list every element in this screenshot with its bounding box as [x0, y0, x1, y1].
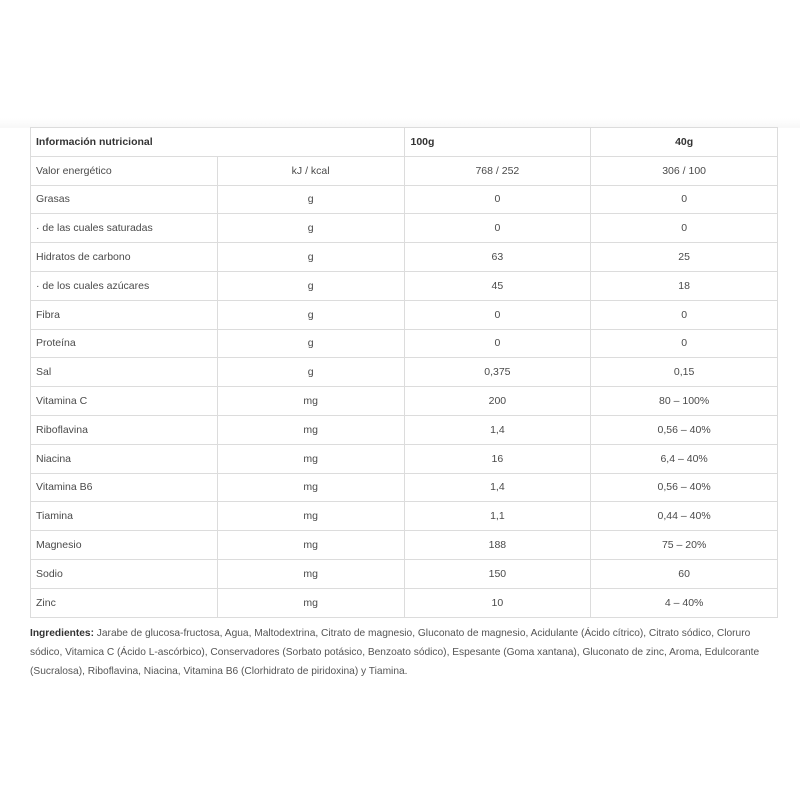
- nutrient-unit: mg: [217, 502, 404, 531]
- header-label: Información nutricional: [31, 128, 405, 157]
- table-row: [31, 444, 778, 473]
- value-per-40g: 80 – 100%: [591, 387, 778, 416]
- nutrient-unit: kJ / kcal: [217, 156, 404, 185]
- table-row: [31, 588, 778, 617]
- table-row: [31, 243, 778, 272]
- nutrient-unit: mg: [217, 559, 404, 588]
- nutrient-unit: g: [217, 358, 404, 387]
- nutrient-unit: g: [217, 329, 404, 358]
- nutrient-name: Hidratos de carbono: [31, 243, 218, 272]
- ingredients-text: Jarabe de glucosa-fructosa, Agua, Maltodextrina, Citrato de magnesio, Gluconato de magnesio, Acidulante (Ácido cítrico), Citrato sódico, Cloruro sódico, Vitamica C (Ácido L-ascórbico), Conservadores (Sorbato potásico, Benzoato sódico), Espesante (Goma xantana), Gluconato de zinc, Aroma, Edulcorante (Sucralosa), Riboflavina, Niacina, Vitamina B6 (Clorhidrato de piridoxina) y Tiamina.: [30, 628, 760, 677]
- nutrient-unit: mg: [217, 444, 404, 473]
- value-per-100g: 768 / 252: [404, 156, 591, 185]
- value-per-100g: 150: [404, 559, 591, 588]
- nutrient-unit: mg: [217, 588, 404, 617]
- table-row: [31, 214, 778, 243]
- value-per-40g: 0: [591, 300, 778, 329]
- table-row: [31, 387, 778, 416]
- header-per-40g: 40g: [591, 128, 778, 157]
- nutrient-name: Sal: [31, 358, 218, 387]
- header-per-100g: 100g: [404, 128, 591, 157]
- nutrient-unit: g: [217, 300, 404, 329]
- table-row: [31, 156, 778, 185]
- nutrient-unit: g: [217, 271, 404, 300]
- nutrient-name: · de las cuales saturadas: [31, 214, 218, 243]
- value-per-100g: 0: [404, 185, 591, 214]
- value-per-40g: 4 – 40%: [591, 588, 778, 617]
- value-per-100g: 1,4: [404, 473, 591, 502]
- nutrient-unit: mg: [217, 473, 404, 502]
- value-per-40g: 306 / 100: [591, 156, 778, 185]
- nutrient-unit: g: [217, 243, 404, 272]
- value-per-40g: 0,44 – 40%: [591, 502, 778, 531]
- table-row: [31, 271, 778, 300]
- nutrient-name: Tiamina: [31, 502, 218, 531]
- nutrient-name: · de los cuales azúcares: [31, 271, 218, 300]
- value-per-100g: 45: [404, 271, 591, 300]
- value-per-100g: 0: [404, 329, 591, 358]
- value-per-40g: 0,15: [591, 358, 778, 387]
- table-row: [31, 473, 778, 502]
- table-row: [31, 185, 778, 214]
- value-per-100g: 0: [404, 214, 591, 243]
- value-per-40g: 0,56 – 40%: [591, 415, 778, 444]
- value-per-100g: 0,375: [404, 358, 591, 387]
- nutrient-name: Valor energético: [31, 156, 218, 185]
- nutrition-table: [30, 127, 778, 618]
- value-per-40g: 18: [591, 271, 778, 300]
- nutrient-name: Riboflavina: [31, 415, 218, 444]
- nutrient-name: Vitamina C: [31, 387, 218, 416]
- value-per-100g: 188: [404, 531, 591, 560]
- value-per-40g: 6,4 – 40%: [591, 444, 778, 473]
- value-per-40g: 0: [591, 329, 778, 358]
- nutrient-unit: g: [217, 185, 404, 214]
- nutrient-name: Niacina: [31, 444, 218, 473]
- value-per-100g: 0: [404, 300, 591, 329]
- nutrient-name: Zinc: [31, 588, 218, 617]
- nutrient-unit: mg: [217, 415, 404, 444]
- ingredients-label: Ingredientes:: [30, 628, 94, 639]
- nutrient-name: Grasas: [31, 185, 218, 214]
- nutrient-unit: g: [217, 214, 404, 243]
- table-row: [31, 559, 778, 588]
- table-row: [31, 300, 778, 329]
- table-row: [31, 415, 778, 444]
- table-row: [31, 329, 778, 358]
- value-per-40g: 0: [591, 185, 778, 214]
- nutrient-unit: mg: [217, 531, 404, 560]
- table-body: [31, 156, 778, 617]
- value-per-40g: 25: [591, 243, 778, 272]
- nutrient-name: Fibra: [31, 300, 218, 329]
- table-row: [31, 358, 778, 387]
- nutrient-name: Vitamina B6: [31, 473, 218, 502]
- value-per-40g: 75 – 20%: [591, 531, 778, 560]
- nutrient-name: Magnesio: [31, 531, 218, 560]
- table-header-row: [31, 128, 778, 157]
- value-per-40g: 0: [591, 214, 778, 243]
- value-per-40g: 0,56 – 40%: [591, 473, 778, 502]
- table-row: [31, 531, 778, 560]
- ingredients-paragraph: [30, 624, 775, 681]
- value-per-100g: 1,4: [404, 415, 591, 444]
- value-per-100g: 10: [404, 588, 591, 617]
- nutrient-name: Proteína: [31, 329, 218, 358]
- nutrient-unit: mg: [217, 387, 404, 416]
- value-per-100g: 1,1: [404, 502, 591, 531]
- table-row: [31, 502, 778, 531]
- value-per-40g: 60: [591, 559, 778, 588]
- value-per-100g: 16: [404, 444, 591, 473]
- value-per-100g: 63: [404, 243, 591, 272]
- nutrient-name: Sodio: [31, 559, 218, 588]
- value-per-100g: 200: [404, 387, 591, 416]
